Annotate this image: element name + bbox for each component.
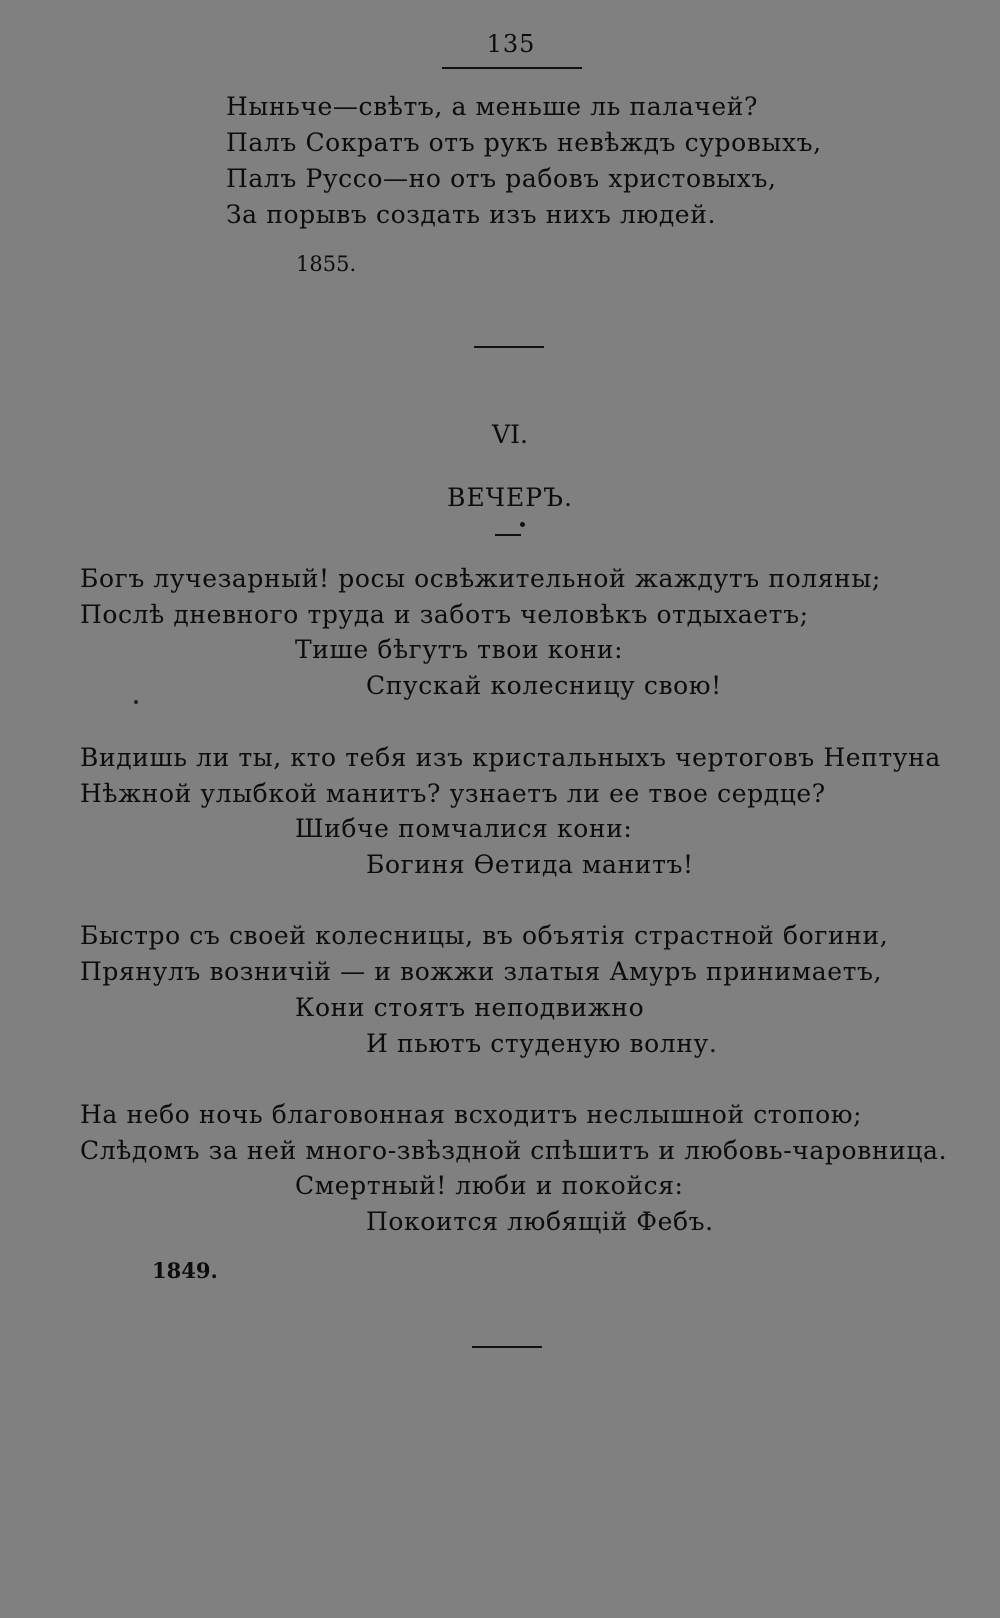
page-number: 135 — [486, 30, 536, 58]
verse-line: Тише бѣгутъ твои кони: — [295, 635, 624, 664]
verse-line: На небо ночь благовонная всходитъ неслышной стопою; — [80, 1100, 863, 1129]
verse-line: Ныньче—свѣтъ, а меньше ль палачей? — [226, 92, 759, 121]
ink-speck — [134, 700, 138, 704]
poem-title: ВЕЧЕРЪ. — [447, 483, 573, 512]
title-ornament — [495, 534, 521, 536]
verse-line: Богиня Өетида манитъ! — [366, 850, 694, 879]
section-divider — [474, 346, 544, 348]
verse-line: Покоится любящій Фебъ. — [366, 1207, 714, 1236]
section-divider — [472, 1346, 542, 1348]
verse-line: Шибче помчалися кони: — [295, 814, 633, 843]
verse-line: Богъ лучезарный! росы освѣжительной жаждутъ поляны; — [80, 564, 881, 593]
title-ornament-dot — [520, 522, 525, 527]
verse-line: Нѣжной улыбкой манитъ? узнаетъ ли ее твое сердце? — [80, 779, 826, 808]
verse-line: Быстро съ своей колесницы, въ объятія страстной богини, — [80, 921, 889, 950]
poem-year: 1855. — [296, 252, 357, 276]
verse-line: Палъ Сократъ отъ рукъ невѣждъ суровыхъ, — [226, 128, 822, 157]
verse-line: Слѣдомъ за ней много-звѣздной спѣшитъ и любовь-чаровница. — [80, 1136, 948, 1165]
verse-line: Видишь ли ты, кто тебя изъ кристальныхъ чертоговъ Нептуна — [80, 743, 941, 772]
verse-line: Прянулъ возничій — и вожжи златыя Амуръ принимаетъ, — [80, 957, 883, 986]
verse-line: Палъ Руссо—но отъ рабовъ христовыхъ, — [226, 164, 777, 193]
verse-line: И пьютъ студеную волну. — [366, 1029, 718, 1058]
poem-year: 1849. — [152, 1258, 218, 1283]
verse-line: Кони стоятъ неподвижно — [295, 993, 645, 1022]
verse-line: Послѣ дневного труда и заботъ человѣкъ отдыхаетъ; — [80, 600, 809, 629]
verse-line: Смертный! люби и покойся: — [295, 1171, 684, 1200]
page-number-rule — [442, 67, 582, 69]
verse-line: Спускай колесницу свою! — [366, 671, 722, 700]
verse-line: За порывъ создать изъ нихъ людей. — [226, 200, 717, 229]
poem-number: VI. — [492, 420, 528, 449]
